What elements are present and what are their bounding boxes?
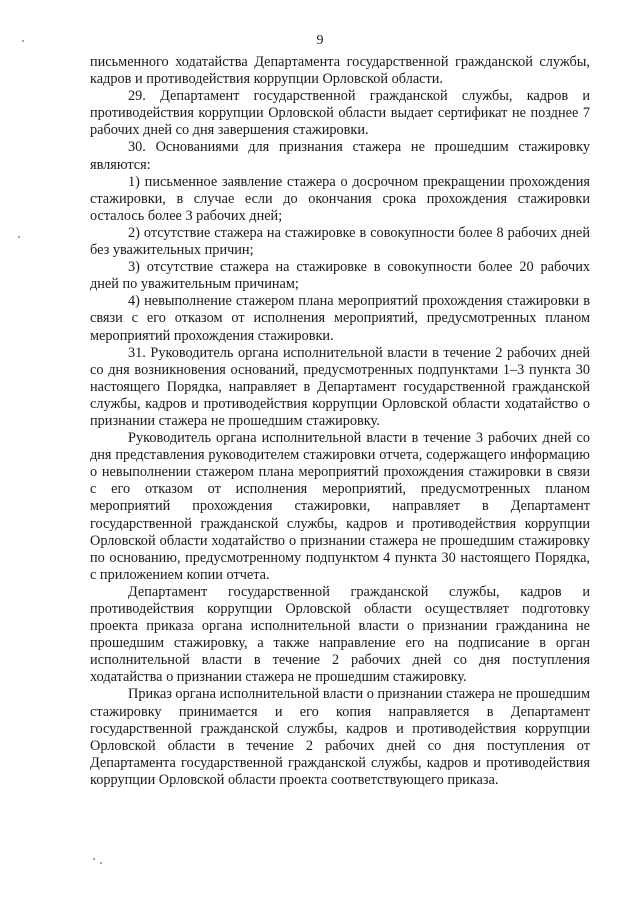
page-number: 9 [316, 33, 324, 48]
subparagraph-1: 1) письменное заявление стажера о досрочном прекращении прохождения стажировки, в случае если до окончания срока прохождения стажировки осталось более 3 рабочих дней; [90, 173, 590, 224]
paragraph-item-30: 30. Основаниями для признания стажера не прошедшим стажировку являются: [90, 139, 590, 173]
paragraph-31-part-4: Приказ органа исполнительной власти о признании стажера не прошедшим стажировку принимается и его копия направляется в Департамент государственной гражданской службы, кадров и противодействия коррупции Орловской области в течение 2 рабочих дней со дня поступления от Департамента государственной гражданской службы, кадров и противодействия коррупции Орловской области проекта соответствующего приказа. [90, 686, 590, 788]
scan-speck [93, 858, 95, 860]
subparagraph-4: 4) невыполнение стажером плана мероприятий прохождения стажировки в связи с его отказом от исполнения мероприятий, предусмотренных планом мероприятий прохождения стажировки. [90, 293, 590, 344]
subparagraph-2: 2) отсутствие стажера на стажировке в совокупности более 8 рабочих дней без уважительных причин; [90, 224, 590, 259]
scan-speck [100, 862, 102, 864]
paragraph-31-part-3: Департамент государственной гражданской службы, кадров и противодействия коррупции Орловской области осуществляет подготовку проекта приказа органа исполнительной власти о признании гражданина не прошедшим стажировку, а также направление его на подписание в орган исполнительной власти в течение 2 рабочих дней со дня поступления ходатайства о признании стажера не прошедшим стажировку. [90, 583, 590, 686]
document-body [90, 54, 590, 789]
paragraph-item-31: 31. Руководитель органа исполнительной власти в течение 2 рабочих дней со дня возникновения оснований, предусмотренных подпунктами 1–3 пункта 30 настоящего Порядка, направляет в Департамент государственной гражданской службы, кадров и противодействия коррупции Орловской области ходатайство о признании стажера не прошедшим стажировку. [90, 344, 590, 429]
paragraph-item-29: 29. Департамент государственной гражданской службы, кадров и противодействия коррупции Орловской области выдает сертификат не позднее 7 рабочих дней со дня завершения стажировки. [90, 88, 590, 139]
paragraph-continuation: письменного ходатайства Департамента государственной гражданской службы, кадров и противодействия коррупции Орловской области. [90, 54, 590, 88]
subparagraph-3: 3) отсутствие стажера на стажировке в совокупности более 20 рабочих дней по уважительным причинам; [90, 259, 590, 293]
scan-speck [18, 236, 20, 238]
paragraph-31-part-2: Руководитель органа исполнительной власти в течение 3 рабочих дней со дня представления руководителем стажировки отчета, содержащего информацию о невыполнении стажером плана мероприятий прохождения стажировки в связи с его отказом от исполнения мероприятий, предусмотренных планом мероприятий прохождения стажировки, направляет в Департамент государственной гражданской службы, кадров и противодействия коррупции Орловской области ходатайство о признании стажера не прошедшим стажировку по основанию, предусмотренному подпунктом 4 пункта 30 настоящего Порядка, с приложением копии отчета. [90, 430, 590, 583]
scan-speck [22, 40, 24, 42]
